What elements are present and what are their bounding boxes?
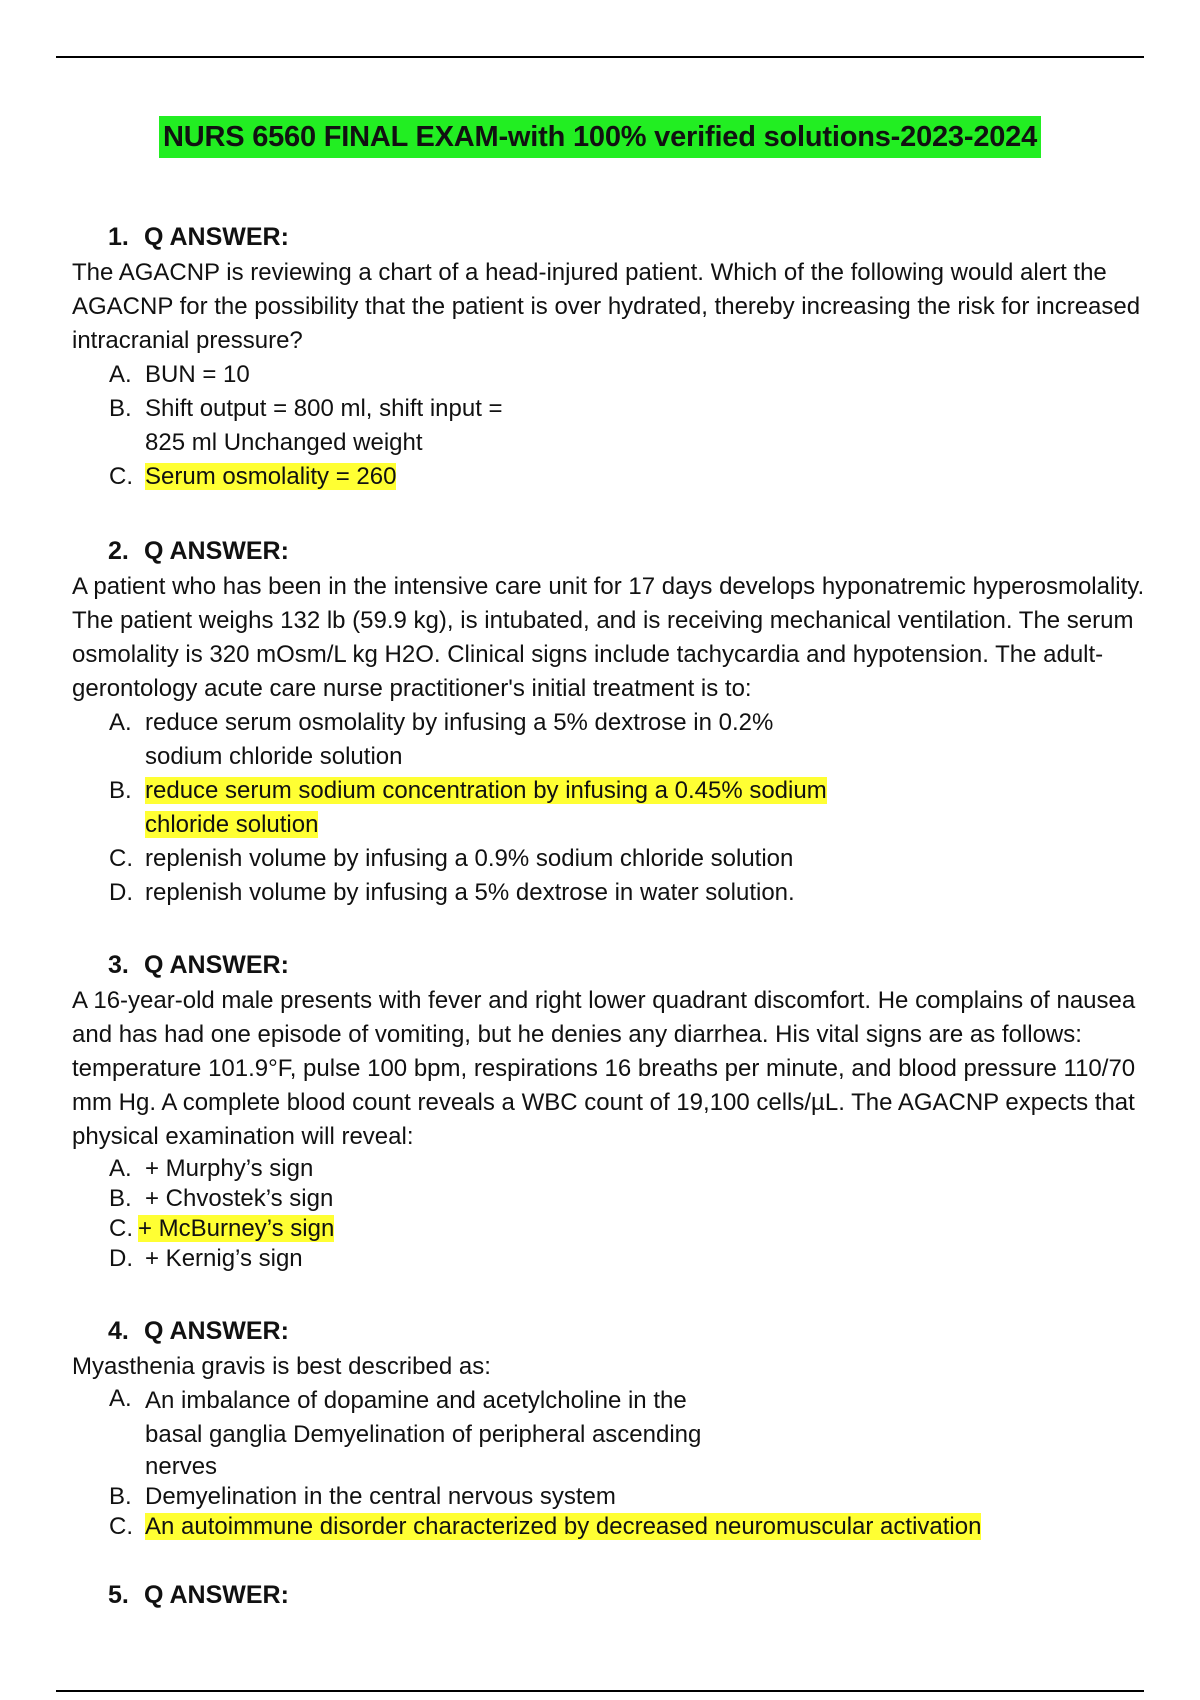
option-c-correct [72, 1214, 1152, 1244]
option-letter: C. [109, 1215, 133, 1242]
option-text: reduce serum osmolality by infusing a 5% dextrose in 0.2% [145, 709, 774, 736]
question-number: 3. [108, 951, 129, 979]
bottom-rule [56, 1690, 1144, 1692]
option-b-correct [72, 774, 1152, 842]
option-letter: C. [109, 463, 133, 490]
option-text: sodium chloride solution [145, 743, 403, 770]
options-list [72, 706, 1152, 910]
option-text: + Chvostek’s sign [145, 1185, 334, 1212]
option-text: + Murphy’s sign [145, 1155, 314, 1182]
option-letter: A. [109, 1155, 132, 1182]
highlighted-answer: Serum osmolality = 260 [145, 463, 397, 490]
option-letter: D. [109, 1245, 133, 1272]
question-label: Q ANSWER: [144, 1581, 289, 1609]
question-stem: Myasthenia gravis is best described as: [72, 1353, 491, 1380]
question-label: Q ANSWER: [144, 223, 289, 251]
question-2 [72, 536, 1152, 910]
question-heading [108, 222, 1152, 252]
highlighted-answer: chloride solution [145, 811, 319, 838]
option-a [72, 1154, 1152, 1184]
option-text: nerves [145, 1453, 218, 1480]
options-list [72, 1384, 1152, 1542]
option-letter: A. [109, 709, 132, 736]
question-number: 1. [108, 223, 129, 251]
option-text: Shift output = 800 ml, shift input = [145, 395, 503, 422]
question-heading [108, 1316, 1152, 1346]
option-c [72, 842, 1152, 876]
option-text: Demyelination in the central nervous system [145, 1483, 616, 1510]
option-letter: C. [109, 1513, 133, 1540]
question-stem: The AGACNP is reviewing a chart of a head-injured patient. Which of the following would alert the AGACNP for the possibility that the patient is over hydrated, thereby increasing the risk for increased intracranial pressure? [72, 259, 1141, 354]
option-b [72, 1184, 1152, 1214]
option-text: 825 ml Unchanged weight [145, 429, 423, 456]
question-label: Q ANSWER: [144, 1317, 289, 1345]
option-d [72, 876, 1152, 910]
option-b [72, 1482, 1152, 1512]
option-letter: B. [109, 1185, 132, 1212]
option-text: replenish volume by infusing a 0.9% sodium chloride solution [145, 845, 794, 872]
option-letter: C. [109, 845, 133, 872]
option-letter: D. [109, 879, 133, 906]
question-heading [108, 1580, 1152, 1610]
option-text: + Kernig’s sign [145, 1245, 303, 1272]
top-rule [56, 56, 1144, 58]
option-a [72, 706, 1152, 774]
question-label: Q ANSWER: [144, 537, 289, 565]
highlighted-answer: An autoimmune disorder characterized by decreased neuromuscular activation [145, 1513, 982, 1540]
question-stem: A patient who has been in the intensive care unit for 17 days develops hyponatremic hyperosmolality. The patient weighs 132 lb (59.9 kg), is intubated, and is receiving mechanical ventilation. The serum osmolality is 320 mOsm/L kg H2O. Clinical signs include tachycardia and hypotension. The adult-gerontology acute care nurse practitioner's initial treatment is to: [72, 573, 1145, 702]
option-c-correct [72, 460, 1152, 494]
option-a [72, 1384, 1152, 1482]
question-5 [72, 1580, 1152, 1614]
question-number: 2. [108, 537, 129, 565]
options-list [72, 1154, 1152, 1274]
question-number: 4. [108, 1317, 129, 1345]
title-container [0, 116, 1200, 158]
options-list [72, 358, 1152, 494]
option-letter: A. [109, 361, 132, 388]
option-letter: B. [109, 395, 132, 422]
option-c-correct [72, 1512, 1152, 1542]
question-heading [108, 950, 1152, 980]
question-1 [72, 222, 1152, 494]
document-title: NURS 6560 FINAL EXAM-with 100% verified solutions-2023-2024 [159, 116, 1041, 158]
option-text: basal ganglia Demyelination of peripheral ascending [145, 1421, 702, 1448]
option-text: replenish volume by infusing a 5% dextrose in water solution. [145, 879, 795, 906]
highlighted-answer: + McBurney’s sign [138, 1215, 335, 1242]
highlighted-answer: reduce serum sodium concentration by infusing a 0.45% sodium [145, 777, 827, 804]
question-4 [72, 1316, 1152, 1542]
option-a [72, 358, 1152, 392]
option-b [72, 392, 1152, 460]
option-letter: B. [109, 777, 132, 804]
question-label: Q ANSWER: [144, 951, 289, 979]
option-letter: B. [109, 1483, 132, 1510]
question-number: 5. [108, 1581, 129, 1609]
question-3 [72, 950, 1152, 1274]
option-d [72, 1244, 1152, 1274]
option-text: BUN = 10 [145, 361, 250, 388]
option-text: An imbalance of dopamine and acetylcholine in the [145, 1387, 687, 1414]
question-stem: A 16-year-old male presents with fever and right lower quadrant discomfort. He complains of nausea and has had one episode of vomiting, but he denies any diarrhea. His vital signs are as follows: temperature 101.9°F, pulse 100 bpm, respirations 16 breaths per minute, and blood pressure 110/70 mm Hg. A complete blood count reveals a WBC count of 19,100 cells/µL. The AGACNP expects that physical examination will reveal: [72, 987, 1136, 1150]
question-heading [108, 536, 1152, 566]
option-letter: A. [109, 1385, 132, 1412]
